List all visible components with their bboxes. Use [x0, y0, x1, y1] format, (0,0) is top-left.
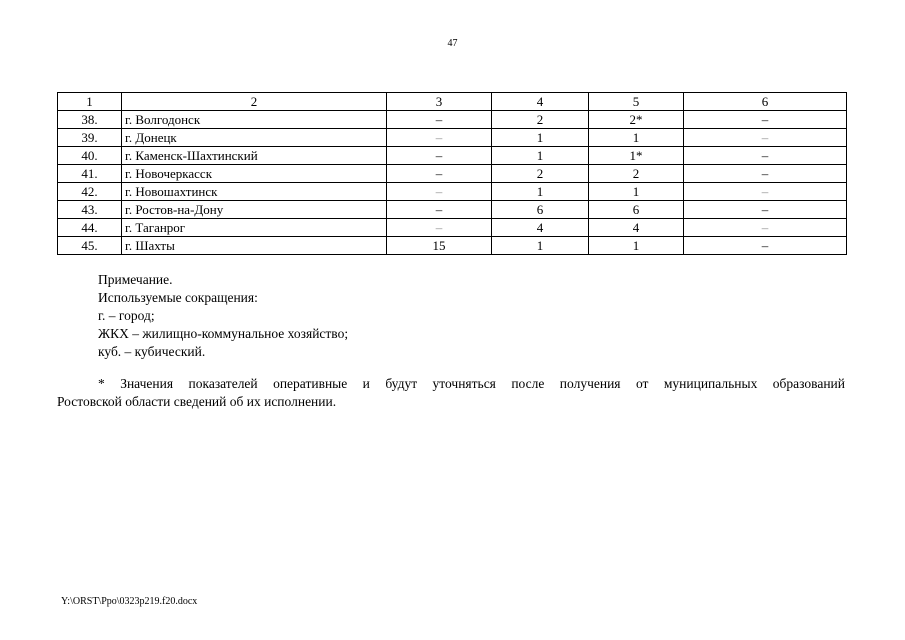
footnote	[57, 375, 845, 411]
column-4-cell: 1	[492, 129, 589, 147]
document-file-path: Y:\ORST\Ppo\0323p219.f20.docx	[61, 596, 198, 607]
column-4-cell: 4	[492, 219, 589, 237]
row-number-cell: 39.	[58, 129, 122, 147]
city-name-cell: г. Таганрог	[122, 219, 387, 237]
column-5-cell: 4	[589, 219, 684, 237]
notes-title: Примечание.	[98, 272, 173, 287]
row-number-cell: 42.	[58, 183, 122, 201]
table-row	[58, 129, 847, 147]
column-5-cell: 2	[589, 165, 684, 183]
column-5-cell: 6	[589, 201, 684, 219]
column-3-cell: –	[387, 165, 492, 183]
column-3-cell: –	[387, 111, 492, 129]
city-name-cell: г. Каменск-Шахтинский	[122, 147, 387, 165]
data-table	[57, 92, 847, 255]
column-4-cell: 2	[492, 111, 589, 129]
row-number-cell: 43.	[58, 201, 122, 219]
header-cell-6: 6	[684, 93, 847, 111]
row-number-cell: 38.	[58, 111, 122, 129]
header-cell-5: 5	[589, 93, 684, 111]
column-4-cell: 6	[492, 201, 589, 219]
row-number-cell: 41.	[58, 165, 122, 183]
table-row	[58, 219, 847, 237]
abbreviation-item: г. – город;	[98, 308, 155, 323]
table-header-row	[58, 93, 847, 111]
header-cell-4: 4	[492, 93, 589, 111]
city-name-cell: г. Ростов-на-Дону	[122, 201, 387, 219]
footnote-line-2: Ростовской области сведений об их исполнении.	[57, 394, 337, 409]
column-4-cell: 1	[492, 237, 589, 255]
abbreviations-heading: Используемые сокращения:	[98, 290, 258, 305]
column-6-cell: –	[684, 147, 847, 165]
column-4-cell: 1	[492, 147, 589, 165]
header-cell-1: 1	[58, 93, 122, 111]
table-row	[58, 147, 847, 165]
column-5-cell: 1*	[589, 147, 684, 165]
table-row	[58, 111, 847, 129]
column-6-cell: –	[684, 183, 847, 201]
column-3-cell: –	[387, 201, 492, 219]
column-6-cell: –	[684, 201, 847, 219]
abbreviation-item: куб. – кубический.	[98, 344, 206, 359]
column-6-cell: –	[684, 111, 847, 129]
table-body	[58, 111, 847, 255]
city-name-cell: г. Новошахтинск	[122, 183, 387, 201]
city-name-cell: г. Волгодонск	[122, 111, 387, 129]
column-3-cell: –	[387, 147, 492, 165]
notes-block	[98, 271, 348, 361]
column-3-cell: –	[387, 183, 492, 201]
header-cell-3: 3	[387, 93, 492, 111]
row-number-cell: 44.	[58, 219, 122, 237]
header-cell-2: 2	[122, 93, 387, 111]
column-4-cell: 1	[492, 183, 589, 201]
column-5-cell: 2*	[589, 111, 684, 129]
row-number-cell: 40.	[58, 147, 122, 165]
city-name-cell: г. Новочеркасск	[122, 165, 387, 183]
city-name-cell: г. Донецк	[122, 129, 387, 147]
column-3-cell: –	[387, 129, 492, 147]
column-6-cell: –	[684, 129, 847, 147]
table-row	[58, 201, 847, 219]
column-6-cell: –	[684, 237, 847, 255]
column-5-cell: 1	[589, 237, 684, 255]
column-3-cell: 15	[387, 237, 492, 255]
row-number-cell: 45.	[58, 237, 122, 255]
column-5-cell: 1	[589, 129, 684, 147]
column-4-cell: 2	[492, 165, 589, 183]
footnote-line-1: * Значения показателей оперативные и будут уточняться после получения от муниципальных образований	[98, 376, 845, 391]
table-row	[58, 237, 847, 255]
abbreviation-item: ЖКХ – жилищно-коммунальное хозяйство;	[98, 326, 349, 341]
page-number: 47	[447, 38, 458, 49]
column-3-cell: –	[387, 219, 492, 237]
column-5-cell: 1	[589, 183, 684, 201]
city-name-cell: г. Шахты	[122, 237, 387, 255]
table-row	[58, 165, 847, 183]
column-6-cell: –	[684, 219, 847, 237]
table-row	[58, 183, 847, 201]
column-6-cell: –	[684, 165, 847, 183]
